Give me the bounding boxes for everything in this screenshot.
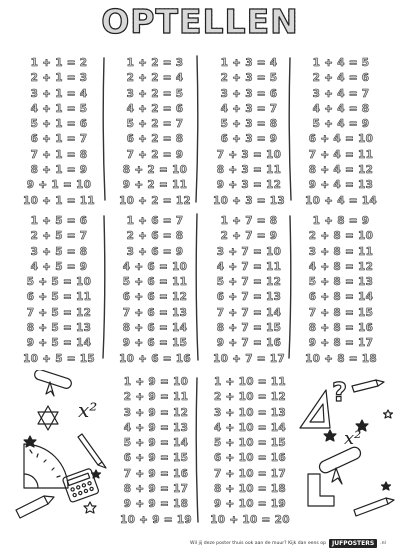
brand-logo[interactable]: JUFPOSTERS	[329, 539, 377, 548]
equation: 4 + 9 = 13	[123, 421, 189, 434]
equation: 3 + 3 = 6	[220, 87, 278, 100]
equation: 4 + 8 = 12	[308, 260, 374, 273]
left-doodles	[10, 370, 110, 530]
diploma-scroll-icon	[33, 370, 72, 396]
equation: 8 + 7 = 15	[216, 322, 282, 335]
footer	[190, 537, 395, 549]
equation: 8 + 10 = 18	[213, 483, 287, 496]
equation: 5 + 1 = 6	[30, 118, 88, 131]
equation: 2 + 4 = 6	[312, 72, 370, 85]
equation: 6 + 7 = 13	[216, 291, 282, 304]
equation: 3 + 7 = 10	[216, 245, 282, 258]
equation: 7 + 10 = 17	[213, 467, 287, 480]
equation: 8 + 3 = 11	[216, 164, 282, 177]
equation: 9 + 6 = 15	[122, 337, 188, 350]
equation: 6 + 9 = 15	[123, 452, 189, 465]
equation: 8 + 1 = 9	[30, 164, 88, 177]
equation: 8 + 8 = 16	[308, 322, 374, 335]
equation: 4 + 10 = 14	[213, 421, 287, 434]
equation: 10 + 4 = 14	[304, 194, 378, 207]
equation: 6 + 2 = 8	[126, 133, 184, 146]
equation: 5 + 5 = 10	[26, 276, 92, 289]
equation: 9 + 8 = 17	[308, 337, 374, 350]
set-square-icon	[300, 390, 330, 428]
equation: 2 + 9 = 11	[123, 391, 189, 404]
equation: 1 + 2 = 3	[126, 57, 184, 69]
equation: 10 + 2 = 12	[118, 194, 192, 207]
sharpener-icon	[308, 474, 334, 506]
equation: 3 + 1 = 4	[30, 87, 88, 100]
equation: 6 + 5 = 11	[26, 291, 92, 304]
equation: 2 + 8 = 10	[308, 230, 374, 243]
equation: 2 + 3 = 5	[220, 72, 278, 85]
equation: 4 + 3 = 7	[220, 102, 278, 115]
brand-suffix: .nl	[380, 540, 386, 546]
equation: 2 + 2 = 4	[126, 72, 184, 85]
equation: 6 + 1 = 7	[30, 133, 88, 146]
pen-icon	[78, 434, 106, 468]
equation: 5 + 10 = 15	[213, 437, 287, 450]
equation: 4 + 6 = 10	[122, 260, 188, 273]
equation: 2 + 5 = 7	[30, 230, 88, 243]
equation: 5 + 8 = 13	[308, 276, 374, 289]
equation: 6 + 8 = 14	[308, 291, 374, 304]
pencil-icon	[354, 498, 394, 516]
equation: 5 + 3 = 8	[220, 118, 278, 131]
equation: 6 + 4 = 10	[308, 133, 374, 146]
equation: 7 + 4 = 11	[308, 148, 374, 161]
equation: 6 + 3 = 9	[220, 133, 278, 146]
equation: 8 + 4 = 12	[308, 164, 374, 177]
star-icon	[84, 502, 96, 513]
equation: 7 + 5 = 12	[26, 306, 92, 319]
equation: 3 + 2 = 5	[126, 87, 184, 100]
equation: 5 + 6 = 11	[122, 276, 188, 289]
equation: 2 + 10 = 12	[213, 391, 287, 404]
equation: 10 + 3 = 13	[212, 194, 286, 207]
equation: 7 + 3 = 10	[216, 148, 282, 161]
equation: 7 + 9 = 16	[123, 467, 189, 480]
equation: 4 + 1 = 5	[30, 102, 88, 115]
equation: 3 + 9 = 12	[123, 406, 189, 419]
equation: 2 + 6 = 8	[126, 230, 184, 243]
diploma-scroll-icon	[318, 445, 363, 484]
x-squared-label-right: x²	[344, 428, 362, 449]
equation: 1 + 8 = 9	[312, 215, 370, 227]
equation: 10 + 8 = 18	[304, 352, 378, 365]
equation: 1 + 5 = 6	[30, 215, 88, 227]
equation: 2 + 1 = 3	[30, 72, 88, 85]
equation: 4 + 5 = 9	[30, 260, 88, 273]
equation: 1 + 10 = 11	[213, 376, 287, 388]
equation: 10 + 5 = 15	[22, 352, 96, 365]
equation: 5 + 2 = 7	[126, 118, 184, 131]
equation: 7 + 8 = 15	[308, 306, 374, 319]
crayon-icon	[352, 380, 384, 392]
equation: 9 + 7 = 16	[216, 337, 282, 350]
equation: 7 + 1 = 8	[30, 148, 88, 161]
equation: 5 + 4 = 9	[312, 118, 370, 131]
equation: 9 + 1 = 10	[26, 179, 92, 192]
equation: 10 + 10 = 20	[210, 513, 290, 526]
equation: 3 + 6 = 9	[126, 245, 184, 258]
equation: 4 + 4 = 8	[312, 102, 370, 115]
star-icon	[384, 410, 393, 418]
footer-text: Wil jij deze poster thuis ook aan de muur? Kijk dan eens op	[190, 540, 326, 546]
equation: 10 + 1 = 11	[22, 194, 96, 207]
equation: 9 + 3 = 12	[216, 179, 282, 192]
equation: 10 + 9 = 19	[119, 513, 193, 526]
equation: 4 + 7 = 11	[216, 260, 282, 273]
equation: 9 + 9 = 18	[123, 498, 189, 511]
equation: 3 + 5 = 8	[30, 245, 88, 258]
equation: 6 + 10 = 16	[213, 452, 287, 465]
equation: 2 + 7 = 9	[220, 230, 278, 243]
equation: 9 + 4 = 13	[308, 179, 374, 192]
equation: 9 + 10 = 19	[213, 498, 287, 511]
equation: 1 + 1 = 2	[30, 57, 88, 69]
equation: 1 + 6 = 7	[126, 215, 184, 227]
equation: 8 + 2 = 10	[122, 164, 188, 177]
equation: 8 + 9 = 17	[123, 483, 189, 496]
equation: 6 + 6 = 12	[122, 291, 188, 304]
equation: 3 + 8 = 11	[308, 245, 374, 258]
protractor-icon	[24, 444, 68, 488]
equation: 9 + 2 = 11	[122, 179, 188, 192]
equation: 1 + 7 = 8	[220, 215, 278, 227]
pencil-icon	[16, 496, 54, 518]
equation: 4 + 2 = 6	[126, 102, 184, 115]
x-squared-label-left: x²	[78, 398, 98, 422]
question-mark-icon: ?	[332, 378, 348, 408]
equation: 7 + 7 = 14	[216, 306, 282, 319]
page-title: OPTELLEN	[0, 2, 400, 41]
equation: 5 + 7 = 12	[216, 276, 282, 289]
equation: 8 + 6 = 14	[122, 322, 188, 335]
star-icon	[324, 430, 336, 441]
equation: 8 + 5 = 13	[26, 322, 92, 335]
equation: 9 + 5 = 14	[26, 337, 92, 350]
equation: 7 + 6 = 13	[122, 306, 188, 319]
star-icon	[382, 482, 391, 490]
equation: 10 + 7 = 17	[212, 352, 286, 365]
equation: 1 + 9 = 10	[123, 376, 189, 388]
hexagram-icon	[38, 406, 58, 430]
equation: 5 + 9 = 14	[123, 437, 189, 450]
equation: 10 + 6 = 16	[118, 352, 192, 365]
equation: 1 + 3 = 4	[220, 57, 278, 69]
equation: 3 + 4 = 7	[312, 87, 370, 100]
equation: 7 + 2 = 9	[126, 148, 184, 161]
equation: 1 + 4 = 5	[312, 57, 370, 69]
equation: 3 + 10 = 13	[213, 406, 287, 419]
